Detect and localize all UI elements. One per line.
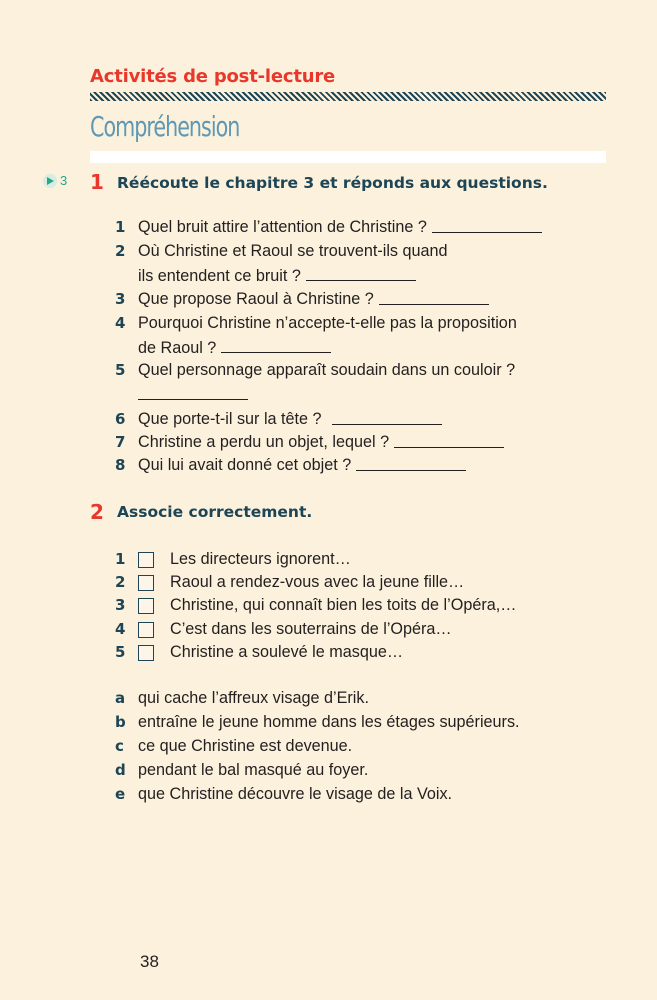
answer-checkbox[interactable] <box>138 552 154 568</box>
striped-divider <box>90 92 606 101</box>
question-4-continued: de Raoul ? <box>138 338 331 358</box>
match-answer-a: a qui cache l’affreux visage d’Erik. <box>115 689 369 707</box>
question-3: 3 Que propose Raoul à Christine ? <box>115 290 489 309</box>
answer-blank[interactable] <box>332 410 442 425</box>
match-item-4: 4 C’est dans les souterrains de l’Opéra… <box>115 620 452 638</box>
question-2-continued: ils entendent ce bruit ? <box>138 266 416 286</box>
match-answer-b: b entraîne le jeune homme dans les étages supérieurs. <box>115 713 520 731</box>
match-answer-d: d pendant le bal masqué au foyer. <box>115 761 369 779</box>
match-item-2: 2 Raoul a rendez-vous avec la jeune fille… <box>115 573 465 591</box>
answer-blank[interactable] <box>432 218 542 233</box>
exercise-1-number: 1 <box>90 170 104 194</box>
answer-checkbox[interactable] <box>138 645 154 661</box>
question-6: 6 Que porte-t-il sur la tête ? <box>115 410 442 429</box>
exercise-2-number: 2 <box>90 500 104 524</box>
play-icon <box>43 174 57 188</box>
question-5-continued <box>133 385 248 405</box>
exercise-1-title: Réécoute le chapitre 3 et réponds aux questions. <box>117 174 548 192</box>
answer-checkbox[interactable] <box>138 575 154 591</box>
question-8: 8 Qui lui avait donné cet objet ? <box>115 456 466 475</box>
page-number: 38 <box>140 952 159 971</box>
answer-blank[interactable] <box>306 266 416 281</box>
match-answer-c: c ce que Christine est devenue. <box>115 737 353 755</box>
question-5: 5 Quel personnage apparaît soudain dans un couloir ? <box>115 361 516 379</box>
question-1: 1 Quel bruit attire l’attention de Christine ? <box>115 218 542 237</box>
heading-underline <box>90 151 606 163</box>
answer-checkbox[interactable] <box>138 622 154 638</box>
audio-track-number: 3 <box>60 173 68 188</box>
audio-track-button[interactable] <box>43 173 67 188</box>
match-item-3: 3 Christine, qui connaît bien les toits de l’Opéra,… <box>115 596 517 614</box>
match-answer-e: e que Christine découvre le visage de la Voix. <box>115 785 453 803</box>
match-item-5: 5 Christine a soulevé le masque… <box>115 643 404 661</box>
page-heading: Compréhension <box>90 110 240 143</box>
exercise-2-title: Associe correctement. <box>117 503 313 521</box>
answer-blank[interactable] <box>138 385 248 400</box>
match-item-1: 1 Les directeurs ignorent… <box>115 550 351 568</box>
section-title: Activités de post-lecture <box>90 66 336 87</box>
answer-blank[interactable] <box>356 456 466 471</box>
answer-blank[interactable] <box>221 338 331 353</box>
answer-blank[interactable] <box>394 433 504 448</box>
question-2: 2 Où Christine et Raoul se trouvent-ils quand <box>115 242 448 260</box>
question-7: 7 Christine a perdu un objet, lequel ? <box>115 433 504 452</box>
question-4: 4 Pourquoi Christine n’accepte-t-elle pas la proposition <box>115 314 517 332</box>
answer-blank[interactable] <box>379 290 489 305</box>
answer-checkbox[interactable] <box>138 598 154 614</box>
